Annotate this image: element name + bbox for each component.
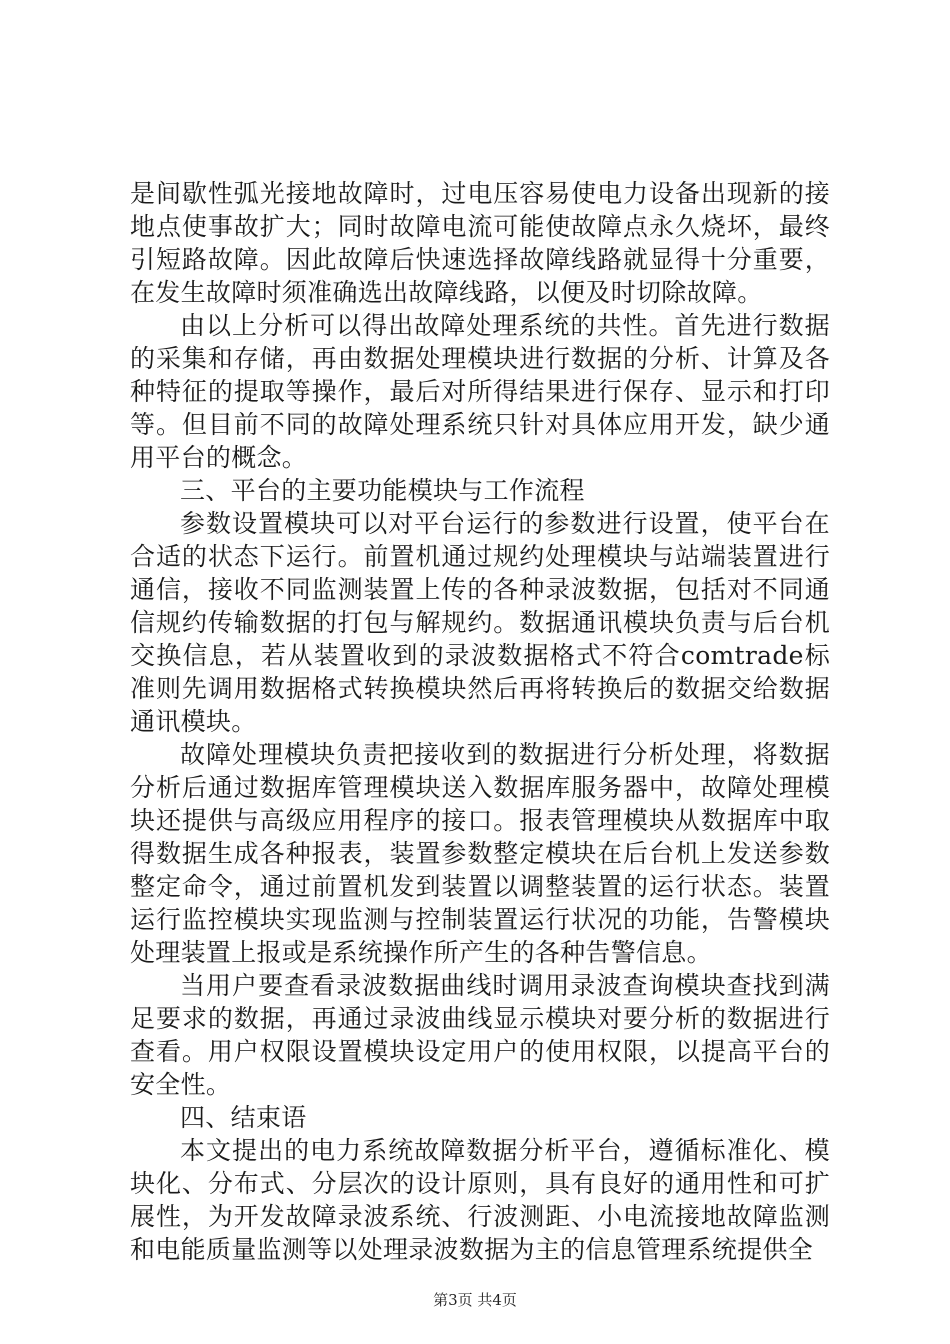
section-heading-4: 四、结束语 bbox=[180, 1103, 307, 1132]
page-footer: 第3页 共4页 bbox=[433, 1291, 517, 1309]
paragraph-conclusion: 本文提出的电力系统故障数据分析平台，遵循标准化、模块化、分布式、分层次的设计原则，具有良好的通用性和可扩展性，为开发故障录波系统、行波测距、小电流接地故障监测和电能质量监测等以处理录波数据为主的信息管理系统提供全 bbox=[130, 1136, 830, 1264]
paragraph-parameter-module: 参数设置模块可以对平台运行的参数进行设置，使平台在合适的状态下运行。前置机通过规约处理模块与站端装置进行通信，接收不同监测装置上传的各种录波数据，包括对不同通信规约传输数据的打包与解规约。数据通讯模块负责与后台机交换信息，若从装置收到的录波数据格式不符合comtrade标准则先调用数据格式转换模块然后再将转换后的数据交给数据通讯模块。 bbox=[130, 509, 830, 736]
paragraph-fault-system-commonality: 由以上分析可以得出故障处理系统的共性。首先进行数据的采集和存储，再由数据处理模块进行数据的分析、计算及各种特征的提取等操作，最后对所得结果进行保存、显示和打印等。但目前不同的故障处理系统只针对具体应用开发，缺少通用平台的概念。 bbox=[130, 311, 830, 472]
paragraph-continuation: 是间歇性弧光接地故障时，过电压容易使电力设备出现新的接地点使事故扩大；同时故障电流可能使故障点永久烧坏，最终引短路故障。因此故障后快速选择故障线路就显得十分重要，在发生故障时须准确选出故障线路，以便及时切除故障。 bbox=[130, 179, 830, 307]
document-body bbox=[130, 177, 830, 1266]
paragraph-fault-processing-module: 故障处理模块负责把接收到的数据进行分析处理，将数据分析后通过数据库管理模块送入数据库服务器中，故障处理模块还提供与高级应用程序的接口。报表管理模块从数据库中取得数据生成各种报表，装置参数整定模块在后台机上发送参数整定命令，通过前置机发到装置以调整装置的运行状态。装置运行监控模块实现监测与控制装置运行状况的功能，告警模块处理装置上报或是系统操作所产生的各种告警信息。 bbox=[130, 740, 830, 967]
section-heading-3: 三、平台的主要功能模块与工作流程 bbox=[180, 476, 585, 505]
paragraph-user-query: 当用户要查看录波数据曲线时调用录波查询模块查找到满足要求的数据，再通过录波曲线显示模块对要分析的数据进行查看。用户权限设置模块设定用户的使用权限，以提高平台的安全性。 bbox=[130, 971, 830, 1099]
